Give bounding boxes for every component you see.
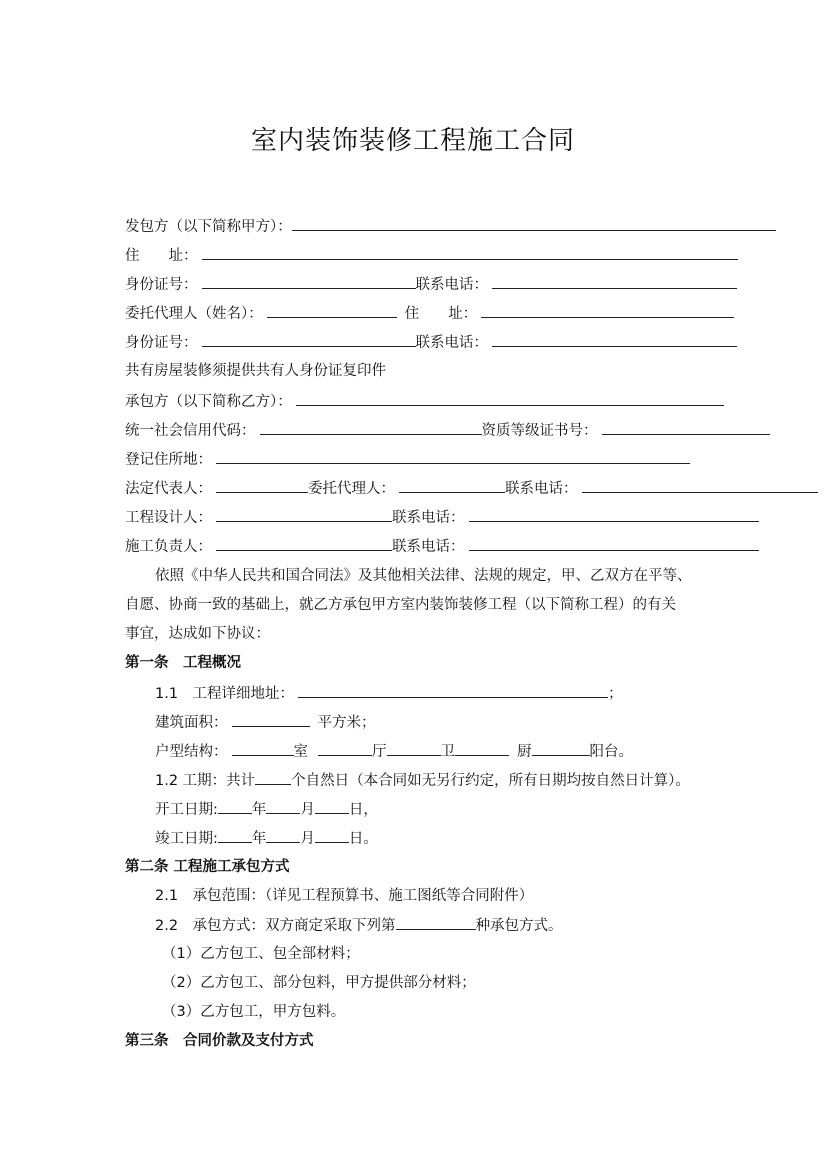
preamble-line-2: 自愿、协商一致的基础上，就乙方承包甲方室内装饰装修工程（以下简称工程）的有关	[125, 597, 676, 613]
party-a-agent-address-field[interactable]	[481, 303, 734, 318]
credit-code-row	[125, 420, 770, 441]
designer-phone-label: 联系电话：	[392, 510, 465, 526]
room-field[interactable]	[232, 741, 294, 756]
credit-code-label: 统一社会信用代码：	[125, 423, 256, 439]
method-option-2: （2）乙方包工、部分包料，甲方提供部分材料；	[162, 975, 476, 991]
designer-label: 工程设计人：	[125, 510, 212, 526]
party-a-agent-phone-label: 联系电话：	[415, 335, 488, 351]
bath-label: 卫	[440, 744, 455, 760]
party-a-agent-id-field[interactable]	[202, 332, 416, 347]
party-a-agent-address-label: 住 址：	[404, 306, 478, 322]
legal-rep-row	[125, 478, 818, 499]
reg-address-row	[125, 449, 690, 470]
start-date-row	[155, 799, 378, 820]
party-b-phone-field[interactable]	[582, 478, 818, 493]
room-label: 室	[293, 744, 308, 760]
qualification-label: 资质等级证书号：	[481, 423, 598, 439]
start-date-label: 开工日期:	[155, 802, 218, 818]
end-day-label: 日。	[348, 831, 378, 847]
method-field[interactable]	[396, 915, 476, 930]
method-option-1: （1）乙方包工、包全部材料；	[162, 946, 360, 962]
project-address-end: ；	[608, 686, 623, 702]
start-year-label: 年	[251, 802, 267, 818]
preamble-line-3: 事宜，达成如下协议：	[125, 626, 270, 642]
party-b-row	[125, 391, 724, 412]
end-date-label: 竣工日期:	[155, 831, 218, 847]
end-date-row	[155, 828, 378, 849]
start-year-field[interactable]	[218, 799, 252, 814]
start-month-field[interactable]	[266, 799, 300, 814]
project-address-label: 1.1 工程详细地址：	[155, 686, 295, 702]
area-unit: 平方米；	[317, 715, 376, 731]
party-b-label: 承包方（以下简称乙方）：	[125, 394, 292, 410]
preamble-line-1: 依照《中华人民共和国合同法》及其他相关法律、法规的规定，甲、乙双方在平等、	[155, 568, 692, 584]
balcony-field[interactable]	[532, 741, 590, 756]
method-option-3: （3）乙方包工，甲方包料。	[162, 1004, 346, 1020]
reg-address-field[interactable]	[216, 449, 690, 464]
party-a-agent-phone-field[interactable]	[492, 332, 737, 347]
party-a-row	[125, 216, 776, 237]
party-a-agent-field[interactable]	[267, 303, 397, 318]
designer-field[interactable]	[216, 507, 392, 522]
manager-phone-label: 联系电话：	[392, 539, 465, 555]
party-a-id-row	[125, 274, 737, 295]
legal-rep-field[interactable]	[216, 478, 308, 493]
page-title: 室内装饰装修工程施工合同	[250, 126, 575, 156]
end-month-label: 月	[300, 831, 315, 847]
party-a-agent-label: 委托代理人（姓名）：	[125, 306, 263, 322]
qualification-field[interactable]	[602, 420, 770, 435]
balcony-label: 阳台。	[589, 744, 633, 760]
start-month-label: 月	[300, 802, 315, 818]
designer-row	[125, 507, 759, 528]
article-1-heading: 第一条 工程概况	[125, 655, 241, 671]
end-day-field[interactable]	[315, 828, 349, 843]
area-field[interactable]	[232, 712, 310, 727]
party-a-address-field[interactable]	[202, 245, 738, 260]
method-suffix: 种承包方式。	[475, 918, 563, 934]
manager-phone-field[interactable]	[469, 536, 759, 551]
article-3-heading: 第三条 合同价款及支付方式	[125, 1033, 314, 1049]
party-a-agent-id-label: 身份证号：	[125, 335, 198, 351]
hall-label: 厅	[372, 744, 387, 760]
method-prefix: 2.2 承包方式：双方商定采取下列第	[155, 918, 396, 934]
party-b-agent-label: 委托代理人：	[308, 481, 395, 497]
party-b-agent-field[interactable]	[399, 478, 505, 493]
party-a-agent-id-row	[125, 332, 737, 353]
party-a-address-row	[125, 245, 738, 266]
layout-label: 户型结构：	[155, 744, 228, 760]
party-a-phone-label: 联系电话：	[415, 277, 488, 293]
party-a-label: 发包方（以下简称甲方）：	[125, 219, 292, 235]
manager-row	[125, 536, 759, 557]
bath-field[interactable]	[387, 741, 441, 756]
period-suffix: 个自然日（本合同如无另行约定，所有日期均按自然日计算）。	[291, 773, 690, 789]
project-address-field[interactable]	[298, 683, 608, 698]
start-day-field[interactable]	[315, 799, 349, 814]
manager-label: 施工负责人：	[125, 539, 212, 555]
party-a-id-field[interactable]	[202, 274, 416, 289]
article-2-heading: 第二条 工程施工承包方式	[125, 859, 290, 875]
scope-row: 2.1 承包范围：（详见工程预算书、施工图纸等合同附件）	[155, 888, 534, 904]
party-a-id-label: 身份证号：	[125, 277, 198, 293]
period-row	[155, 770, 690, 791]
period-days-field[interactable]	[255, 770, 291, 785]
co-owner-note: 共有房屋装修须提供共有人身份证复印件	[125, 363, 386, 379]
end-year-field[interactable]	[218, 828, 252, 843]
hall-field[interactable]	[318, 741, 372, 756]
legal-rep-label: 法定代表人：	[125, 481, 212, 497]
manager-field[interactable]	[216, 536, 392, 551]
kitchen-field[interactable]	[455, 741, 509, 756]
designer-phone-field[interactable]	[469, 507, 759, 522]
credit-code-field[interactable]	[260, 420, 482, 435]
party-a-phone-field[interactable]	[492, 274, 737, 289]
project-address-row	[155, 683, 623, 704]
party-a-address-label: 住 址：	[125, 248, 198, 264]
area-label: 建筑面积：	[155, 715, 228, 731]
start-day-label: 日，	[348, 802, 378, 818]
end-year-label: 年	[251, 831, 267, 847]
party-a-agent-row	[125, 303, 734, 324]
method-row	[155, 915, 563, 936]
party-b-phone-label: 联系电话：	[505, 481, 578, 497]
party-a-field[interactable]	[292, 216, 776, 231]
area-row	[155, 712, 376, 733]
end-month-field[interactable]	[266, 828, 300, 843]
period-prefix: 1.2 工期：共计	[155, 773, 256, 789]
reg-address-label: 登记住所地：	[125, 452, 212, 468]
layout-row	[155, 741, 633, 762]
kitchen-label: 厨	[517, 744, 532, 760]
party-b-field[interactable]	[296, 391, 724, 406]
